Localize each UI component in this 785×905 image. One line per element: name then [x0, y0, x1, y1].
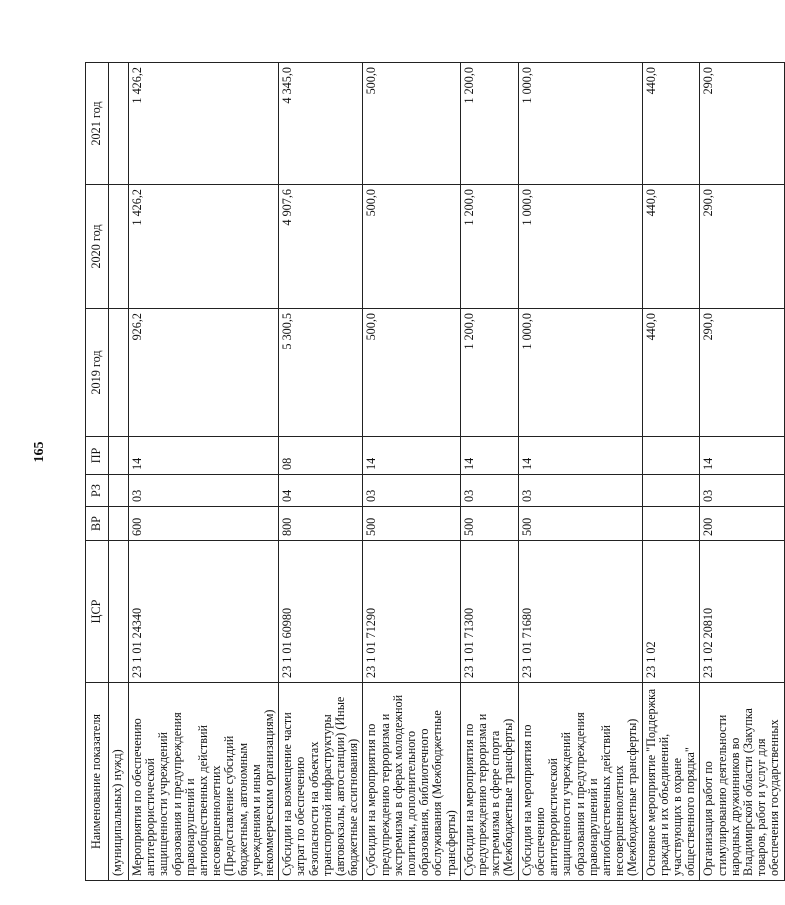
cell-2020: 1 426,2: [129, 185, 279, 309]
cell-2020: 1 200,0: [460, 185, 518, 309]
cell-2019: 5 300,5: [279, 309, 363, 437]
cell-2019: 500,0: [363, 309, 460, 437]
cell-vr: [109, 507, 129, 541]
cell-pr: [642, 437, 700, 475]
cell-rz: [109, 475, 129, 507]
cell-name: Субсидии на мероприятия по предупреждению терроризма и экстремизма в сфере спорта (Межбюджетные трансферты): [460, 683, 518, 881]
cell-name: Мероприятия по обеспечению антитеррористической защищенности учреждений образования и предупреждения правонарушений и антиобщественных действий несовершеннолетних (Предоставление субсидий бюджетным, автономным учреждениям и иным некоммерческим организациям): [129, 683, 279, 881]
cell-pr: 14: [700, 437, 784, 475]
cell-pr: 14: [129, 437, 279, 475]
cell-2020: [109, 185, 129, 309]
table-row: [363, 63, 460, 881]
cell-csr: 23 1 01 60980: [279, 541, 363, 683]
cell-csr: 23 1 01 24340: [129, 541, 279, 683]
cell-pr: 14: [518, 437, 642, 475]
table-row: [642, 63, 700, 881]
table-row: [700, 63, 784, 881]
page-number: 165: [32, 441, 47, 463]
cell-vr: 500: [460, 507, 518, 541]
header-csr: ЦСР: [86, 541, 109, 683]
cell-2021: 1 200,0: [460, 63, 518, 185]
cell-name: Субсидии на мероприятия по предупреждению терроризма и экстремизма в сферах молодежной политики, дополнительного образования, библиотечного обслуживания (Межбюджетные трансферты): [363, 683, 460, 881]
cell-2021: 1 000,0: [518, 63, 642, 185]
cell-2020: 290,0: [700, 185, 784, 309]
cell-name: Субсидии на возмещение части затрат по обеспечению безопасности на объектах транспортной инфраструктуры (автовокзалы, автостанции) (Иные бюджетные ассигнования): [279, 683, 363, 881]
cell-2019: 440,0: [642, 309, 700, 437]
cell-rz: [642, 475, 700, 507]
cell-name: (муниципальных) нужд): [109, 683, 129, 881]
cell-2019: 290,0: [700, 309, 784, 437]
cell-csr: [109, 541, 129, 683]
budget-table: [85, 62, 785, 881]
cell-name: Основное мероприятие "Поддержка граждан и их объединений, участвующих в охране общественного порядка": [642, 683, 700, 881]
cell-2021: 290,0: [700, 63, 784, 185]
cell-pr: 14: [460, 437, 518, 475]
header-2021: 2021 год: [86, 63, 109, 185]
cell-csr: 23 1 01 71680: [518, 541, 642, 683]
cell-pr: 14: [363, 437, 460, 475]
header-vr: ВР: [86, 507, 109, 541]
header-2019: 2019 год: [86, 309, 109, 437]
cell-vr: 500: [518, 507, 642, 541]
cell-pr: [109, 437, 129, 475]
cell-2021: 500,0: [363, 63, 460, 185]
cell-rz: 03: [518, 475, 642, 507]
table-row: [279, 63, 363, 881]
cell-2019: 1 200,0: [460, 309, 518, 437]
cell-csr: 23 1 02 20810: [700, 541, 784, 683]
cell-2021: 440,0: [642, 63, 700, 185]
cell-rz: 03: [129, 475, 279, 507]
cell-name: Субсидия на мероприятия по обеспечению антитеррористической защищенности учреждений образования и предупреждения правонарушений и антиобщественных действий несовершеннолетних (Межбюджетные трансферты): [518, 683, 642, 881]
cell-2020: 500,0: [363, 185, 460, 309]
header-2020: 2020 год: [86, 185, 109, 309]
header-name: Наименование показателя: [86, 683, 109, 881]
cell-csr: 23 1 01 71290: [363, 541, 460, 683]
cell-2020: 1 000,0: [518, 185, 642, 309]
cell-vr: [642, 507, 700, 541]
cell-csr: 23 1 01 71300: [460, 541, 518, 683]
cell-2019: 1 000,0: [518, 309, 642, 437]
cell-vr: 500: [363, 507, 460, 541]
table-row: [460, 63, 518, 881]
cell-2021: 4 345,0: [279, 63, 363, 185]
cell-csr: 23 1 02: [642, 541, 700, 683]
cell-2021: 1 426,2: [129, 63, 279, 185]
cell-rz: 03: [700, 475, 784, 507]
cell-vr: 200: [700, 507, 784, 541]
cell-rz: 03: [460, 475, 518, 507]
cell-2019: 926,2: [129, 309, 279, 437]
cell-pr: 08: [279, 437, 363, 475]
header-rz: РЗ: [86, 475, 109, 507]
cell-2020: 440,0: [642, 185, 700, 309]
cell-vr: 800: [279, 507, 363, 541]
cell-2021: [109, 63, 129, 185]
cell-2019: [109, 309, 129, 437]
table-row: [129, 63, 279, 881]
cell-rz: 03: [363, 475, 460, 507]
table-header-row: [86, 63, 109, 881]
budget-table-container: [85, 63, 782, 881]
table-row: [518, 63, 642, 881]
cell-name: Организация работ по стимулированию деятельности народных дружинников во Владимирской области (Закупка товаров, работ и услуг для обеспечения государственных: [700, 683, 784, 881]
header-pr: ПР: [86, 437, 109, 475]
cell-vr: 600: [129, 507, 279, 541]
cell-rz: 04: [279, 475, 363, 507]
cell-2020: 4 907,6: [279, 185, 363, 309]
table-row: [109, 63, 129, 881]
